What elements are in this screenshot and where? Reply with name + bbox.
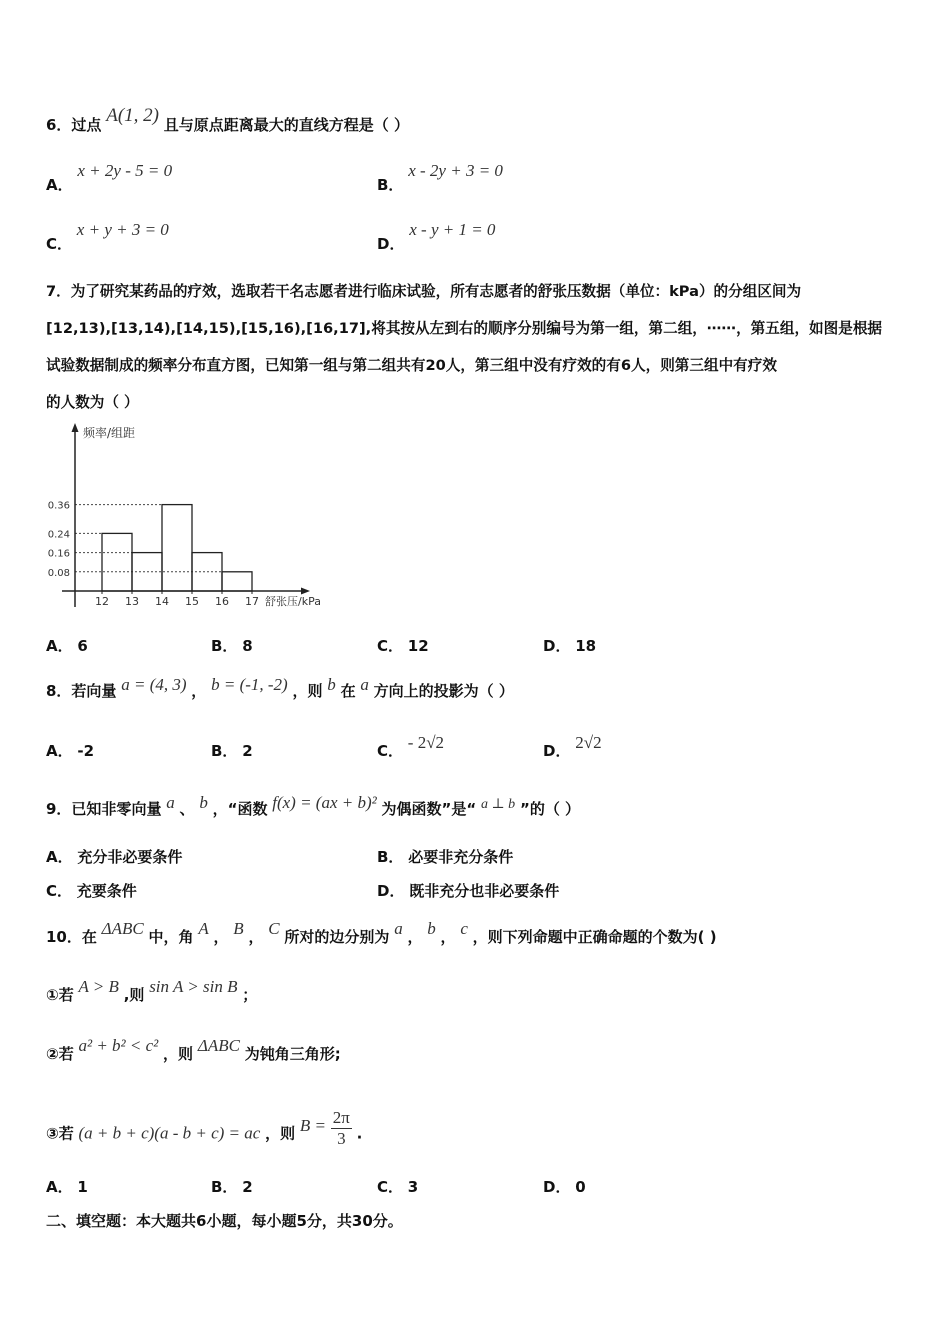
- q7-option-a: [46, 635, 88, 656]
- q8-a: a: [360, 675, 369, 694]
- q6-suffix: 且与原点距离最大的直线方程是（ ）: [163, 116, 409, 134]
- q6-option-b: [377, 160, 503, 194]
- q9-a: a: [166, 793, 175, 812]
- option-value: - 2√2: [407, 733, 445, 752]
- statement-prefix: ③若: [46, 1124, 74, 1143]
- q8-stem: [46, 675, 514, 701]
- q10-option-a: [46, 1176, 88, 1197]
- q8-vector-b: b = (-1, -2): [211, 675, 288, 694]
- option-value: 2: [242, 1178, 253, 1196]
- q7-line2: [12,13),[13,14),[14,15),[15,16),[16,17],将其按从左到右的顺序分别编号为第一组，第二组，⋯⋯，第五组，如图是根据: [46, 320, 883, 337]
- x-tick-label: 13: [125, 595, 139, 608]
- x-tick-label: 15: [185, 595, 199, 608]
- histogram-bar: [102, 533, 132, 591]
- q10-option-b: [211, 1176, 253, 1197]
- option-value: 既非充分也非必要条件: [409, 882, 560, 900]
- option-value: -2: [77, 742, 95, 760]
- option-value: 1: [77, 1178, 88, 1196]
- q9-option-a: [46, 846, 182, 867]
- q10-comma: ，: [440, 928, 456, 946]
- q8-b: b: [327, 675, 336, 694]
- q9-function: f(x) = (ax + b)²: [272, 793, 377, 812]
- option-label: D．: [543, 637, 571, 655]
- statement-condition: A > B: [78, 977, 119, 996]
- q8-zai: 在: [340, 682, 356, 700]
- option-label: B．: [211, 1178, 238, 1196]
- q10-mid1: 中，角: [148, 928, 194, 946]
- option-label: C．: [377, 637, 404, 655]
- option-value: 2√2: [575, 733, 602, 752]
- q8-option-a: [46, 740, 94, 761]
- statement-mid: ,则: [123, 986, 145, 1004]
- option-expr: x - y + 1 = 0: [409, 220, 496, 239]
- option-value: 3: [407, 1178, 419, 1196]
- histogram-bar: [222, 572, 252, 591]
- statement-end: 为钝角三角形;: [244, 1045, 341, 1063]
- section-2-heading: 二、填空题：本大题共6小题，每小题5分，共30分。: [46, 1212, 403, 1230]
- q9-mid1: ，“函数: [212, 800, 268, 818]
- statement-end: ；: [242, 986, 258, 1004]
- x-axis-arrow: [301, 588, 310, 595]
- option-value: 充分非必要条件: [77, 848, 183, 866]
- q10-statement-3: [46, 1108, 363, 1155]
- q8-option-d: [543, 732, 602, 760]
- x-axis-label: 舒张压/kPa: [265, 595, 321, 608]
- y-tick-labels: [48, 501, 70, 579]
- statement-condition: a² + b² < c²: [78, 1036, 159, 1055]
- q8-option-b: [211, 740, 253, 761]
- x-tick-label: 17: [245, 595, 259, 608]
- statement-triangle: ΔABC: [197, 1036, 240, 1055]
- q10-mid2: 所对的边分别为: [284, 928, 390, 946]
- option-label: B．: [211, 637, 238, 655]
- option-expr: x + y + 3 = 0: [76, 220, 169, 239]
- option-label: D．: [543, 1178, 571, 1196]
- option-value: 6: [77, 637, 88, 655]
- option-value: 必要非充分条件: [408, 848, 514, 866]
- y-axis-arrow: [72, 423, 79, 432]
- statement-mid: ，则: [265, 1124, 296, 1143]
- q10-stem: [46, 919, 717, 947]
- q10-side-c: c: [460, 919, 468, 938]
- q10-prefix: 10．在: [46, 928, 97, 946]
- y-tick-label: 0.36: [47, 500, 70, 512]
- option-value: 充要条件: [76, 882, 137, 900]
- option-label: A．: [46, 1178, 73, 1196]
- statement-prefix: ②若: [46, 1045, 74, 1063]
- option-expr: x - 2y + 3 = 0: [408, 161, 503, 180]
- option-value: 0: [575, 1178, 586, 1196]
- option-value: 18: [575, 637, 597, 655]
- q8-prefix: 8．若向量: [46, 682, 117, 700]
- y-axis-label: 频率/组距: [83, 426, 136, 440]
- q6-option-d: [377, 219, 496, 253]
- q10-comma: ，: [248, 928, 264, 946]
- statement-end: .: [356, 1124, 363, 1143]
- q9-mid2: 为偶函数”是“: [381, 800, 477, 818]
- q9-option-d: [377, 880, 559, 901]
- q10-comma: ，: [407, 928, 423, 946]
- q10-side-a: a: [394, 919, 403, 938]
- q8-option-c: [377, 732, 445, 760]
- q6-prefix: 6．过点: [46, 116, 102, 134]
- q6-point: A(1, 2): [106, 105, 159, 126]
- option-label: D．: [377, 235, 405, 253]
- y-tick-label: 0.24: [47, 529, 70, 541]
- x-tick-label: 16: [215, 595, 229, 608]
- q10-angle-a: A: [198, 919, 209, 938]
- statement-fraction: [331, 1108, 352, 1149]
- q8-vector-a: a = (4, 3): [121, 675, 187, 694]
- q10-side-b: b: [427, 919, 436, 938]
- x-tick-label: 14: [155, 595, 169, 608]
- q10-statement-2: [46, 1036, 341, 1064]
- q7-option-d: [543, 635, 596, 656]
- fraction-numerator: 2π: [332, 1108, 350, 1127]
- q7-line1: 7．为了研究某药品的疗效，选取若干名志愿者进行临床试验，所有志愿者的舒张压数据（单位：kPa）的分组区间为: [46, 283, 802, 300]
- q10-statement-1: [46, 977, 258, 1005]
- y-tick-label: 0.16: [47, 548, 70, 560]
- statement-mid: ，则: [163, 1045, 194, 1063]
- histogram-bars: [102, 505, 252, 591]
- q10-option-c: [377, 1176, 418, 1197]
- q9-dun: 、: [179, 800, 195, 818]
- option-value: 8: [242, 637, 253, 655]
- histogram-guides: [75, 505, 222, 572]
- q10-suffix: ，则下列命题中正确命题的个数为( ): [472, 928, 717, 946]
- y-tick-label: 0.08: [47, 567, 70, 579]
- option-label: C．: [377, 1178, 404, 1196]
- statement-result: sin A > sin B: [149, 977, 238, 996]
- histogram-bar: [162, 505, 192, 591]
- option-label: A．: [46, 742, 73, 760]
- q9-perp: a ⊥ b: [481, 797, 516, 812]
- option-label: A．: [46, 637, 73, 655]
- q8-suffix: 方向上的投影为（ ）: [373, 682, 514, 700]
- frequency-histogram: [40, 415, 350, 615]
- x-tick-label: 12: [95, 595, 109, 608]
- option-label: D．: [543, 742, 571, 760]
- q8-mid: ，则: [292, 682, 323, 700]
- q9-prefix: 9．已知非零向量: [46, 800, 162, 818]
- q9-option-c: [46, 880, 137, 901]
- option-label: B．: [211, 742, 238, 760]
- q10-triangle: ΔABC: [101, 919, 144, 938]
- q10-angle-c: C: [268, 919, 280, 938]
- x-tick-labels: [95, 591, 259, 608]
- q9-suffix: ”的（ ）: [519, 800, 581, 818]
- fraction-denominator: 3: [337, 1129, 346, 1148]
- option-expr: x + 2y - 5 = 0: [77, 161, 173, 180]
- q6-option-a: [46, 160, 173, 194]
- statement-prefix: ①若: [46, 986, 74, 1004]
- option-label: C．: [46, 235, 73, 253]
- option-label: A．: [46, 176, 73, 194]
- q10-option-d: [543, 1176, 586, 1197]
- q7-option-b: [211, 635, 253, 656]
- q8-sep: ，: [191, 682, 207, 700]
- q10-comma: ，: [213, 928, 229, 946]
- option-label: D．: [377, 882, 405, 900]
- statement-condition: (a + b + c)(a - b + c) = ac: [78, 1123, 261, 1143]
- q7-line4: 的人数为（ ）: [46, 394, 139, 411]
- q6-option-c: [46, 219, 169, 253]
- option-value: 12: [407, 637, 429, 655]
- q6-stem: [46, 105, 409, 136]
- q9-stem: [46, 793, 581, 819]
- q9-option-b: [377, 846, 513, 867]
- option-label: C．: [377, 742, 404, 760]
- option-label: B．: [377, 176, 404, 194]
- q7-option-c: [377, 635, 429, 656]
- q9-b: b: [199, 793, 208, 812]
- q10-angle-b: B: [233, 919, 244, 938]
- option-label: B．: [377, 848, 404, 866]
- option-value: 2: [242, 742, 253, 760]
- option-label: A．: [46, 848, 73, 866]
- statement-b-equals: B =: [299, 1115, 327, 1135]
- q7-line3: 试验数据制成的频率分布直方图，已知第一组与第二组共有20人，第三组中没有疗效的有6人，则第三组中有疗效: [46, 357, 777, 374]
- option-label: C．: [46, 882, 73, 900]
